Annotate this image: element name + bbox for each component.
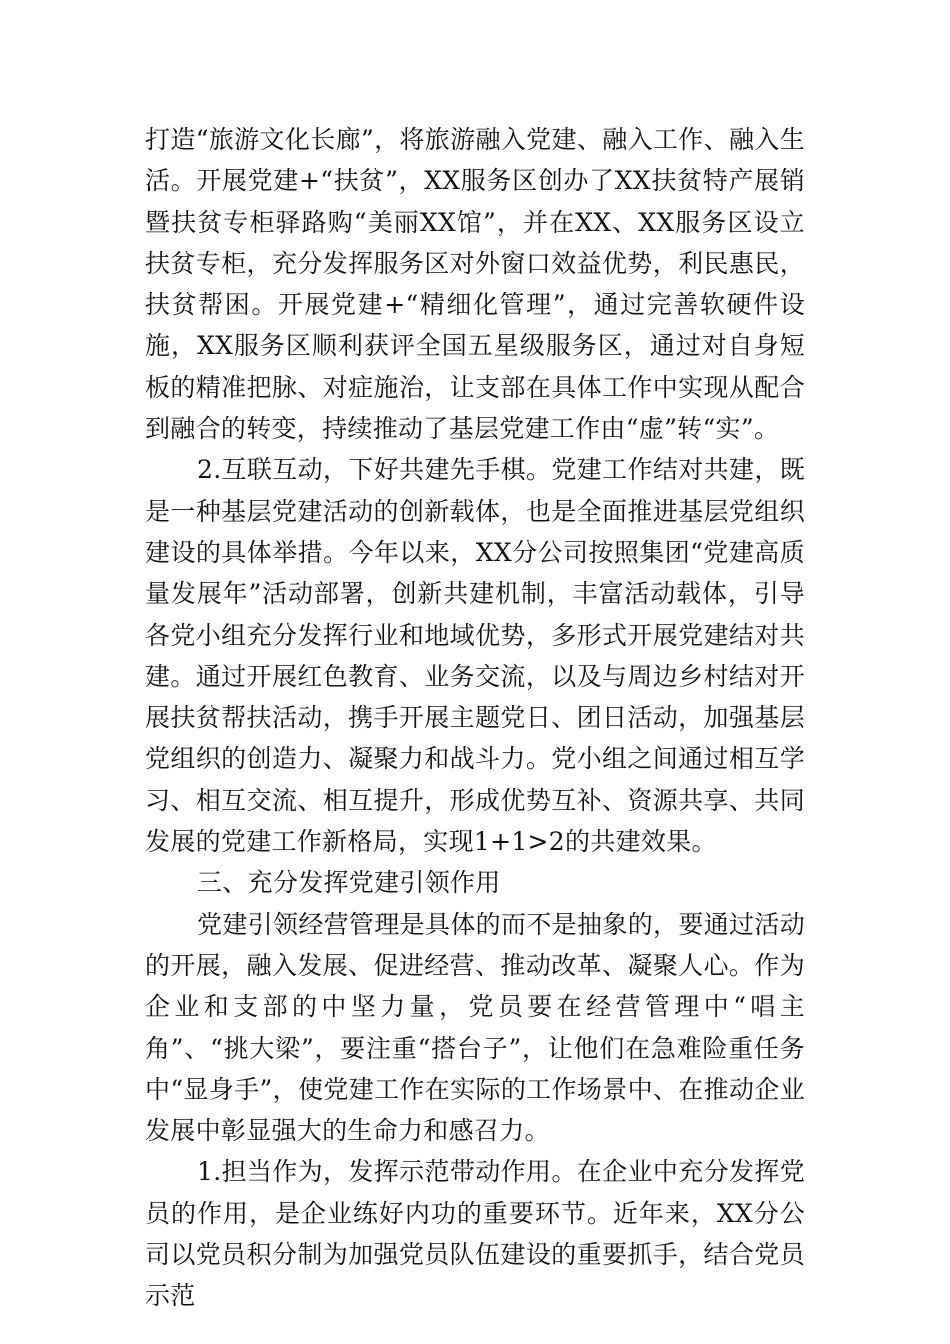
paragraph-party-leadership: 党建引领经营管理是具体的而不是抽象的，要通过活动的开展，融入发展、促进经营、推动改革、凝聚人心。作为企业和支部的中坚力量，党员要在经营管理中“唱主角”、“挑大梁”，要注重“搭台子”，让他们在急难险重任务中“显身手”，使党建工作在实际的工作场景中、在推动企业发展中彰显强大的生命力和感召力。: [145, 909, 805, 1146]
document-body: [145, 119, 805, 1317]
section-heading-3: 三、充分发挥党建引领作用: [197, 868, 501, 898]
paragraph-section-1-responsibility: 1.担当作为，发挥示范带动作用。在企业中充分发挥党员的作用，是企业练好内功的重要环节。近年来，XX分公司以党员积分制为加强党员队伍建设的重要抓手，结合党员示范: [145, 1157, 805, 1311]
paragraph-section-2-interaction: 2.互联互动，下好共建先手棋。党建工作结对共建，既是一种基层党建活动的创新载体，也是全面推进基层党组织建设的具体举措。今年以来，XX分公司按照集团“党建高质量发展年”活动部署，创新共建机制，丰富活动载体，引导各党小组充分发挥行业和地域优势，多形式开展党建结对共建。通过开展红色教育、业务交流，以及与周边乡村结对开展扶贫帮扶活动，携手开展主题党日、团日活动，加强基层党组织的创造力、凝聚力和战斗力。党小组之间通过相互学习、相互交流、相互提升，形成优势互补、资源共享、共同发展的党建工作新格局，实现1+1>2的共建效果。: [145, 455, 805, 857]
paragraph-continuation: 打造“旅游文化长廊”，将旅游融入党建、融入工作、融入生活。开展党建+“扶贫”，XX服务区创办了XX扶贫特产展销暨扶贫专柜驿路购“美丽XX馆”，并在XX、XX服务区设立扶贫专柜，充分发挥服务区对外窗口效益优势，利民惠民，扶贫帮困。开展党建+“精细化管理”，通过完善软硬件设施，XX服务区顺利获评全国五星级服务区，通过对自身短板的精准把脉、对症施治，让支部在具体工作中实现从配合到融合的转变，持续推动了基层党建工作由“虚”转“实”。: [145, 125, 805, 444]
